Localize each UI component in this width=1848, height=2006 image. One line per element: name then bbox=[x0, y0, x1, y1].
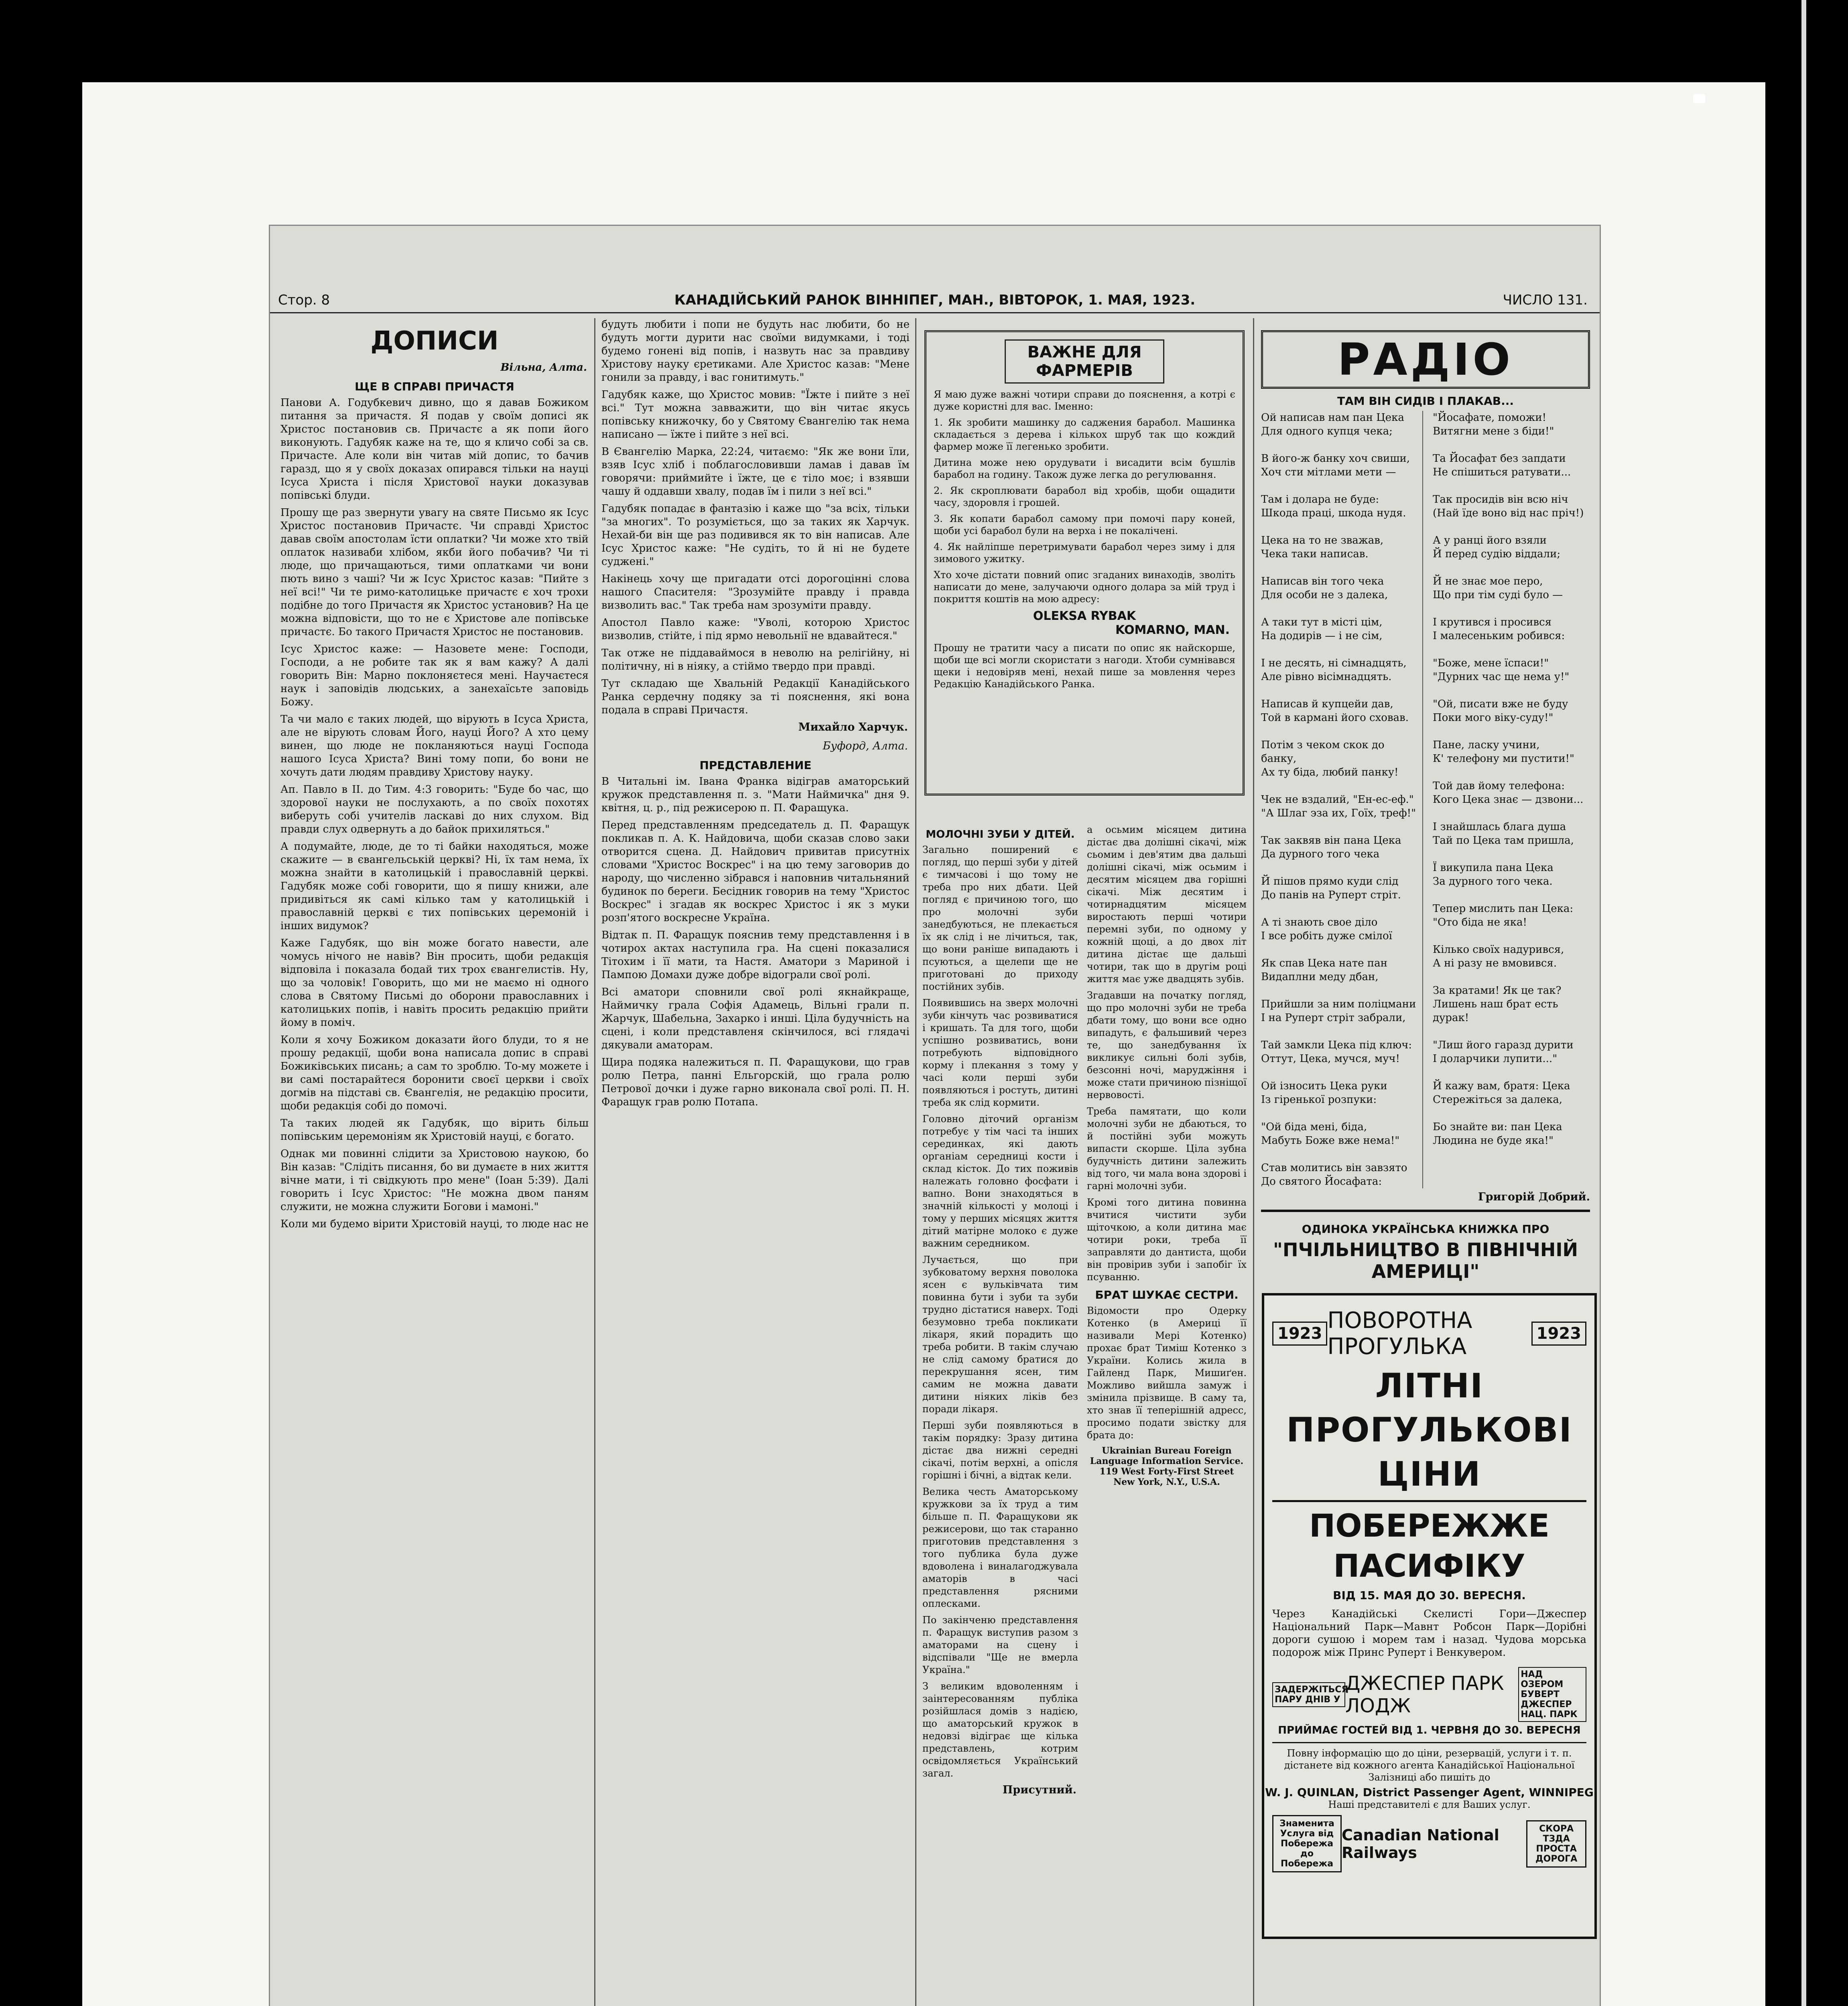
year-left: 1923 bbox=[1272, 1322, 1327, 1346]
book-ad bbox=[1261, 1210, 1590, 1285]
signature: Григорій Добрий. bbox=[1478, 1191, 1590, 1203]
ad-footer bbox=[1272, 1815, 1586, 1872]
paragraph: Головно діточий організм потребує у тім часі та інших серединках, які дають органіам середниці кости і склад кісток. До тих поживів належать головно фосфати і вапно. Вони знаходяться в значній кількості у молоці і тому у перших місяцях життя дітий матірне молоко є дуже важним середником. bbox=[922, 1113, 1078, 1249]
paragraph: а осьмим місяцем дитина дістає два долішні сікачі, між сьомим і дев'ятим два дальші долішні сікачі, між осьмим і десятим місяцем два горішні сікачі. Між десятим і чотирнадцятим місяцем виростають перші чотири перемні зуби, по одному у кожній щоці, а до двох літ дитина дістає ще дальші чотири, так що в другім році життя має уже двадцять зубів. bbox=[1087, 824, 1247, 985]
ad-route: Через Канадійські Скелисті Гори—Джеспер Національний Парк—Мавнт Робсон Парк—Дорібні дороги сушою і морем там і назад. Чудова морська подорож між Принс Руперт і Венкувером. bbox=[1272, 1608, 1586, 1659]
paragraph: Апостол Павло каже: "Уволі, которою Христос визволив, стійте, і під ярмо невольнії не вдавайтеся." bbox=[601, 617, 910, 642]
poem-title: ТАМ ВІН СИДІВ І ПЛАКАВ... bbox=[1337, 394, 1514, 408]
paragraph: Прошу не тратити часу а писати по опис як найскорше, щоби ще всі могли скористати з нагоди. Хтоби сумнівався щеки і недовіряв мені, нехай пише за мовлення через Редакцію Канадійського Ранка. bbox=[934, 642, 1235, 690]
ad-footer-left: Знаменита Услуга від Побережа до Побережа bbox=[1272, 1815, 1342, 1872]
bureau-name: Ukrainian Bureau Foreign Language Information Service. bbox=[1090, 1446, 1244, 1466]
lodge-right-note: НАД ОЗЕРОМ БУВЕРТ ДЖЕСПЕР НАЦ. ПАРК bbox=[1518, 1667, 1586, 1722]
ad-info: Повну інформацію що до ціни, резервацій, услуги і т. п. дістанете від кожного агента Канадійської Національної Залізниці або пишіть до bbox=[1284, 1748, 1575, 1783]
advertiser-name: OLEKSA RYBAK bbox=[1033, 609, 1136, 623]
paragraph: Щира подяка належиться п. П. Фаращукови, що грав ролю Петра, панні Ельгорскій, що грала ролю Петрової дочки і дуже гарно виконала свої ролі. П. Н. Фаращук грав ролю Потапа. bbox=[601, 1056, 910, 1108]
paragraph: Накінець хочу ще пригадати отсі дорогоцінні слова нашого Спасителя: "Зрозумійте правду і правда визволить вас." Так треба нам зрозуміти правду. bbox=[601, 573, 910, 611]
paragraph: Панови А. Годубкевич дивно, що я давав Божиком питання за причастя. Я подав у своїм дописі як Христос постановив св. Причастє а як попи його виконують. Гадубяк каже на те, що я кличо собі за св. Причасте. Але коли він читав мій допис, то бачив гаразд, що я у своїх доказах опирався тільки на науці Ісуса Христа і після Христової науки доказував попівські блуди. bbox=[280, 397, 589, 502]
paragraph: 2. Як скроплювати барабол від хробів, щоби ощадити часу, здоровля і грошей. bbox=[934, 485, 1235, 508]
paragraph: Появившись на зверх молочні зуби кінчуть час розвиватися і кришать. Та для того, щоби успішно розвиватись, вони потребують відповідного корму і плекання з тому у часі коли перші зуби появляються і ростуть, дитині треба як слід кормити. bbox=[922, 997, 1078, 1108]
paragraph: Та чи мало є таких людей, що вірують в Ісуса Христа, але не вірують словам Його, науці Його? А хто цему винен, що люде не покланяються науці Господа нашого Ісуса Христа? Вині тому попи, бо вони не хочуть дати людям правдиву Христову науку. bbox=[280, 713, 589, 778]
radio-title: РАДІО bbox=[1261, 330, 1590, 389]
paragraph: Ісус Христос каже: — Назовете мене: Господи, Господи, а не робите так як я вам кажу? А далі говорить Він: Марно поклоняєтеся мені. Научаєтеся наук і заповідів людських, а занехаїсьте заповідь Божу. bbox=[280, 643, 589, 708]
paragraph: Треба памятати, що коли молочні зуби не дбаються, то й постійні зуби можуть випасти скорше. Ціла зубна будучність дитини залежить від того, чи мала вона здорові і гарні молочні зуби. bbox=[1087, 1106, 1247, 1192]
lodge-season: ПРИЙМАЄ ГОСТЕЙ ВІД 1. ЧЕРВНЯ ДО 30. ВЕРЕСНЯ bbox=[1278, 1724, 1581, 1736]
ad-agent: W. J. QUINLAN, District Passenger Agent, WINNIPEG bbox=[1265, 1786, 1594, 1799]
newspaper-page bbox=[269, 225, 1601, 2006]
paragraph: Всі аматори сповнили свої ролі якнайкраще, Наймичку грала Софія Адамець, Вільні грали п. Жарчук, Шабельна, Захарко і инші. Ціла будучність на сцені, і коли представленя скінчилося, всі глядачі дякували аматорам. bbox=[601, 986, 910, 1051]
ad-line-2: ЛІТНІ ПРОГУЛЬКОВІ ЦІНИ bbox=[1286, 1366, 1572, 1494]
book-ad-kicker: ОДИНОКА УКРАЇНСЬКА КНИЖКА ПРО bbox=[1302, 1222, 1549, 1236]
paragraph: Згадавши на початку погляд, що про молочні зуби не треба дбати тому, що вони все одно випадуть, є фальшивий через те, що занедбування їх викликує сильні болі зубів, безсонні ночі, маруджіння і може стати причиною пізніщої нервовості. bbox=[1087, 990, 1247, 1100]
paragraph: Загально поширений є погляд, що перші зуби у дітей є тимчасові і що тому не треба про них дбати. Цей погляд є причиною того, що про молочні зуби занедбуються, не плекається їх як слід і не лічиться, так, що вони раніше випадають і псуються, а щелепи ще не приготовані до приходу постійних зубів. bbox=[922, 844, 1078, 992]
farmers-ad bbox=[922, 330, 1247, 816]
page-number: Стор. 8 bbox=[278, 292, 330, 308]
paragraph: Перед представленням председатель д. П. Фаращук покликав п. А. К. Найдовича, щоби сказав слово заки отворится сцена. Д. Найдович привитав присутніх словами "Христос Воскрес" і на цю тему заговорив до народу, що численно зібрався і наповнив читальняний будинок по береги. Бесідник говорив на тему "Христос Воскрес" і згадав як воскрес Христос і як з муки розп'ятого воскресне Україна. bbox=[601, 819, 910, 924]
paragraph: Перші зуби появляються в такім порядку: Зразу дитина дістає два нижні середні сікачі, потім верхні, а опісля горішні і бічні, а відтак кели. bbox=[922, 1420, 1078, 1481]
paragraph: Відомости про Одерку Котенко (в Америці її називали Мері Котенко) прохає брат Тиміш Котенко з України. Колись жила в Гайленд Парк, Мишиґен. Можливо вийшла замуж і змінила прізвище. В саму та, хто знав її теперішній адресс, просимо подати звістку для брата до: bbox=[1087, 1305, 1247, 1441]
year-right: 1923 bbox=[1531, 1322, 1586, 1346]
column-rule bbox=[1253, 318, 1254, 2006]
ad-header bbox=[1272, 1308, 1586, 1360]
farmers-ad-title: ВАЖНЕ ДЛЯ ФАРМЕРІВ bbox=[1005, 339, 1164, 384]
column-3-right bbox=[1084, 824, 1249, 2006]
column-1 bbox=[278, 318, 591, 2006]
poem bbox=[1261, 411, 1590, 1188]
paper-title: КАНАДІЙСЬКИЙ РАНОК ВІННІПЕГ, МАН., ВІВТОРОК, 1. МАЯ, 1923. bbox=[674, 292, 1196, 308]
column-2 bbox=[599, 318, 912, 2006]
article-subhead: МОЛОЧНІ ЗУБИ У ДІТЕЙ. bbox=[926, 828, 1075, 841]
article-subhead: ПРЕДСТАВЛЕНИЕ bbox=[699, 759, 812, 772]
paragraph: Так отже не піддаваймося в неволю на релігійну, ні політичну, ні в ніяку, а стіймо твердо при правді. bbox=[601, 647, 910, 672]
paragraph: 3. Як копати барабол самому при помочі пару коней, щоби усі барабол були на верха і не покалічені. bbox=[934, 513, 1235, 536]
signature: Михайло Харчук. bbox=[798, 721, 908, 733]
dateline: Вільна, Алта. bbox=[500, 361, 587, 374]
paragraph: З великим вдоволенням і заінтересованням публіка розійшлася домів з надією, що аматорський кружок в недовзі відіграє ще кілька представлень, котрим освідомляється Український загал. bbox=[922, 1681, 1078, 1779]
ad-line-3: ПОБЕРЕЖЖЕ ПАСИФІКУ bbox=[1309, 1508, 1549, 1584]
signature: Присутний. bbox=[1002, 1784, 1076, 1796]
paragraph: Дитина може нею орудувати і висадити всім бушлів барабол на годину. Також дуже легка до регулювання. bbox=[934, 457, 1235, 480]
paragraph: Та таких людей як Гадубяк, що вірить більш попівським церемоніям як Христовій науці, є богато. bbox=[280, 1117, 589, 1143]
column-4 bbox=[1257, 318, 1594, 1285]
masthead bbox=[270, 288, 1600, 313]
bureau-city: New York, N.Y., U.S.A. bbox=[1113, 1477, 1220, 1487]
issue-number: ЧИСЛО 131. bbox=[1503, 292, 1588, 308]
column-3-left bbox=[920, 824, 1080, 2006]
paragraph: будуть любити і попи не будуть нас любити, бо не будуть могти дурити нас своїми видумками, і тоді будемо гонені від попів, і назвуть нас за правдиву Христову науку єретиками. Але Христос казав: "Мене гонили за правду, і вас гонитимуть." bbox=[601, 319, 910, 384]
paragraph: Коли я хочу Божиком доказати його блуди, то я не прошу редакції, щоби вона написала допис в справі Божиківських писань; а сам то зроблю. То-му можете і ви самі постарайтеся боронити своєї церкви і своїх догмів на підставі св. Євангелія, не редакцію просити, щоби редакція собі до помочі. bbox=[280, 1034, 589, 1112]
paragraph: Велика честь Аматорському кружкови за їх труд а тим більше п. П. Фаращукови як режисерови, що так старанно приготовив представлення з того публика була дуже вдоволена і виналагоджувала аматорів в часі представлення рясними оплесками. bbox=[922, 1486, 1078, 1609]
book-ad-title: "ПЧІЛЬНИЦТВО В ПІВНІЧНІЙ АМЕРИЦІ" bbox=[1273, 1239, 1578, 1282]
ad-line-1: ПОВОРОТНА ПРОГУЛЬКА bbox=[1327, 1308, 1472, 1360]
lodge-left-note: ЗАДЕРЖІТЬСЯ ПАРУ ДНІВ У bbox=[1272, 1682, 1345, 1707]
article-subhead: ЩЕ В СПРАВІ ПРИЧАСТЯ bbox=[355, 380, 514, 393]
paragraph: 4. Як найліпше перетримувати барабол через зиму і для зимового ужитку. bbox=[934, 541, 1235, 564]
paragraph: Коли ми будемо вірити Христовій науці, то люде нас не bbox=[280, 1218, 589, 1230]
dateline: Буфорд, Алта. bbox=[822, 740, 908, 752]
section-heading: ДОПИСИ bbox=[370, 326, 499, 356]
ad-dates: ВІД 15. МАЯ ДО 30. ВЕРЕСНЯ. bbox=[1333, 1589, 1526, 1602]
paragraph: Ап. Павло в II. до Тим. 4:3 говорить: "Буде бо час, що здорової науки не послухають, а по своїх похотях виберуть собі учителів ласкаві до них слухом. Від правди слух одвернуть а до байок прихиляться." bbox=[280, 784, 589, 835]
poem-right-column: "Йосафате, поможи! Витягни мене з біди!" Та Йосафат без запдати Не спішиться ратувати... Так просидів він всю ніч (Най їде воно від нас пріч!) А у ранці його взяли Й перед судію віддали; Й не знає мое перо, Що при тім суді було — І крутився і просився І малесеньким робився: "Боже, мене їспаси!" "Дурних час ще нема у!" "Ой, писати вже не буду Поки мого віку-суду!" Пане, ласку учини, К' телефону ми пустити!" Той дав йому телефона: Кого Цека знає — дзвони... І знайшлась блага душа Тай по Цека там пришла, Ї викупила пана Цека За дурного того чека. Тепер мислить пан Цека: "Ото біда не яка! Кілько своїх надурився, А ні разу не вмовився. За кратами! Як це так? Лишень наш брат есть дурак! "Лиш його гаразд дурити І доларчики лупити..." Й кажу вам, братя: Цека Стережіться за далека, Бо знайте ви: пан Цека Людина не буде яка!" bbox=[1433, 412, 1584, 1147]
column-rule bbox=[915, 318, 916, 2006]
paragraph: В Читальні ім. Івана Франка відіграв аматорський кружок представлення п. з. "Мати Наймичка" дня 9. квітня, ц. р., під режисерою п. П. Фаращука. bbox=[601, 776, 910, 814]
paragraph: Кромі того дитина повинна вчитися чистити зуби щіточкою, а коли дитина має чотири роки, треба її заправляти до дантиста, щоби він провірив зуби і запобіг їх псуванню. bbox=[1087, 1197, 1247, 1283]
article-subhead: БРАТ ШУКАЄ СЕСТРИ. bbox=[1095, 1288, 1239, 1301]
bureau-street: 119 West Forty-First Street bbox=[1099, 1466, 1234, 1477]
railway-brand: Canadian National Railways bbox=[1341, 1826, 1499, 1862]
film-edge bbox=[1801, 0, 1806, 2006]
paragraph: Однак ми повинні слідити за Христовою наукою, бо Він казав: "Слідіть писання, бо ви думаєте в них життя вічне мати, і ті свідкують про мене" (Іоан 5:39). Далі говорить і Ісус Христос: "Не можна двом паням служити, не можна служити Богови і мамоні." bbox=[280, 1148, 589, 1213]
paragraph: Хто хоче дістати повний опис згаданих винаходів, зволіть написати до мене, залучаючи одного долара за мій труд і покриття коштів на мою адресу: bbox=[934, 569, 1235, 605]
poem-left-column: Ой написав нам пан Цека Для одного купця чека; В його-ж банку хоч свиши, Хоч сти мітлами мети — Там і долара не буде: Шкода праці, шкода нудя. Цека на то не зважав, Чека таки написав. Написав він того чека Для особи не з далека, А таки тут в місті цім, На додирів — і не сім, І не десять, ні сімнадцять, Але рівно вісімнадцять. Написав й купцейи дав, Той в кармані його сховав. Потім з чеком скок до банку, Ах ту біда, любий панку! Чек не вздалий, "Ен-ес-еф." "А Шлаг эза их, Гоїх, треф!" Так заквяв він пана Цека Да дурного того чека Й пішов прямо куди слід До панів на Руперт стріт. А ті знають свое діло І все робіть дуже смілої Як спав Цека нате пан Видаплни меду дбан, Прийшли за ним поліцмани І на Руперт стріт забрали, Тай замкли Цека під ключ: Оттут, Цека, мучся, муч! Ой ізносить Цека руки Із гіренької розпуки: "Ой біда мені, біда, Мабуть Боже вже нема!" Став молитись він завзято До святого Йосафата: bbox=[1261, 411, 1423, 1188]
railway-ad bbox=[1262, 1293, 1597, 1939]
ad-footer-right: СКОРА ТЗДА ПРОСТА ДОРОГА bbox=[1526, 1820, 1586, 1868]
paragraph: По закінченю представлення п. Фаращук виступив разом з аматорами на сцену і відспівали "Ще не вмерла Україна." bbox=[922, 1614, 1078, 1675]
paragraph: Гадубяк попадає в фантазію і каже що "за всіх, тільки "за многих". То розуміється, що за таких як Харчук. Нехай-би він ще раз подивився як то він написав. Але Ісус Христос каже: "Не судіть, то й ні не будете суджені." bbox=[601, 503, 910, 568]
advertiser-place: KOMARNO, MAN. bbox=[1115, 623, 1230, 637]
paragraph: 1. Як зробити машинку до саджения барабол. Машинка складається з дерева і кількох шруб так що кождий фармер може її легенько зробити. bbox=[934, 417, 1235, 452]
column-rule bbox=[594, 318, 595, 2006]
lodge-row bbox=[1272, 1667, 1586, 1722]
paragraph: Відтак п. П. Фаращук пояснив тему представлення і в чотирох актах наступила гра. На сцені показалися Тітохим і її мати, та Настя. Аматори з Мариной і Пампою Домахи дуже добре відограли свої ролі. bbox=[601, 929, 910, 981]
paragraph: А подумайте, люде, де то ті байки находяться, може скажите — в євангельській церкві? Ні, їх там нема, їх можна знайти в католицькій і православній церкві. Гадубяк може собі говорити, що я пишу книжи, але придивіться як самі кілько там у католицькій і православній церкві є тих попівських церемоній і інших видумок? bbox=[280, 841, 589, 932]
film-notch bbox=[1693, 94, 1705, 103]
paragraph: В Євангелію Марка, 22:24, читаємо: "Як же вони їли, взяв Ісус хліб і поблагословивши ламав і давав їм говорячи: приймийте і їжте, це є тіло моє; і взявши чашу й оддавши хвалу, подав їм і пили з неї всі." bbox=[601, 446, 910, 497]
ad-agent-note: Наші представителі є для Ваших услуг. bbox=[1328, 1799, 1531, 1810]
paragraph: Каже Гадубяк, що він може богато навести, але чомусь нічого не навів? Він просить, щоби редакція відповіла і показала бодай тих трох євангелистів. Ну, що за чоловік! Говорить, що ми не маємо ні одного слова в Святому Письмі до оборони православних і католицьких попів, і навіть просить редакцію прийти йому в поміч. bbox=[280, 937, 589, 1029]
paragraph: Я маю дуже важні чотири справи до пояснення, а котрі є дуже користні для вас. Іменно: bbox=[934, 389, 1235, 412]
paragraph: Тут складаю ще Хвальній Редакції Канадійського Ранка сердечну подяку за ті пояснення, які вона подала в справі Причастя. bbox=[601, 678, 910, 716]
paragraph: Гадубяк каже, що Христос мовив: "Їжте і пийте з неї всі." Тут можна завважити, що він читає якусь попівську книжочку, бо у Святому Євангелію так нема написано — їжте і пийте з неї всі. bbox=[601, 389, 910, 441]
paragraph: Лучається, що при зубковатому верхня поволока ясен є вульківчата тим повинна бути і зуби та зуби трудно дістатися наверх. Тоді безумовно треба покликати лікаря, який порадить що треба робити. В такім случаю не слід самому братися до перекрушання ясен, тим самим не можна давати дитини ніяких ліків без поради лікаря. bbox=[922, 1254, 1078, 1415]
paragraph: Прошу ще раз звернути увагу на святе Письмо як Ісус Христос постановив Причастє. Чи справді Христос давав своїм апостолам їсти оплатки? Чи може хто твій оплаток називаби хлібом, якби його побачив? Чи ті люде, що причащаються, тими оплатками чи вони пють вино з чаші? Чи ж Ісус Христос казав: "Пийте з неї всі!" Чи те римо-католицьке причастє є хоч трохи подібне до того Причастя як Христос установив? На це можна відповісти, що то не є Христове але попівське причастє. Бо такого Причастя Христос не постановив. bbox=[280, 507, 589, 638]
lodge-name: ДЖЕСПЕР ПАРК ЛОДЖ bbox=[1345, 1672, 1504, 1717]
farmers-ad-box bbox=[924, 330, 1245, 796]
